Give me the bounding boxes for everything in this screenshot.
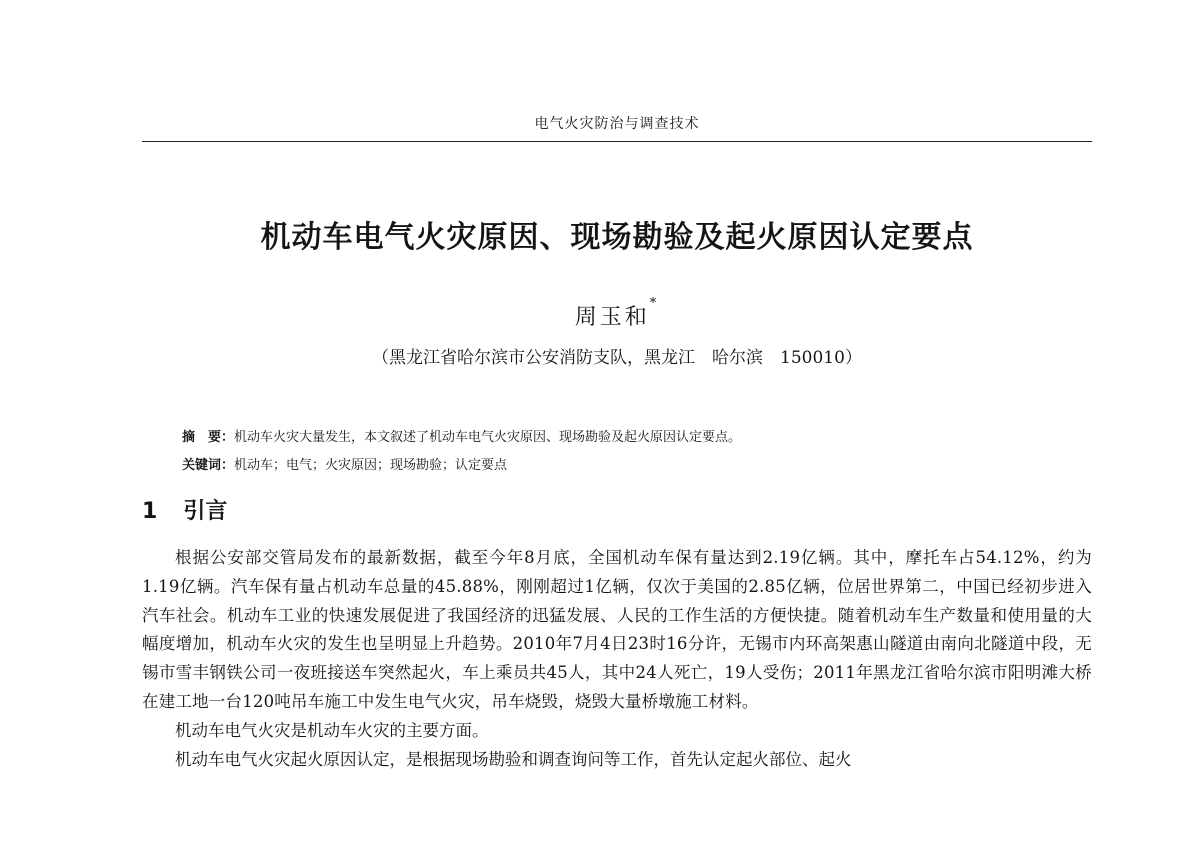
- author-affiliation: （黑龙江省哈尔滨市公安消防支队，黑龙江 哈尔滨 150010）: [372, 348, 862, 368]
- author-name: 周玉和: [574, 305, 650, 330]
- keywords-label: 关键词：: [182, 458, 235, 473]
- keywords-text: 机动车；电气；火灾原因；现场勘验；认定要点: [234, 458, 508, 473]
- body-paragraph: 机动车电气火灾起火原因认定，是根据现场勘验和调查询问等工作，首先认定起火部位、起火: [175, 749, 852, 769]
- section-title: 引言: [183, 499, 228, 524]
- author-footnote-mark: *: [649, 296, 660, 311]
- body-paragraph: 根据公安部交管局发布的最新数据，截至今年8月底，全国机动车保有量达到2.19亿辆。其中，摩托车占54.12%，约为1.19亿辆。汽车保有量占机动车总量的45.88%，刚刚超过1亿辆，仅次于美国的2.85亿辆，位居世界第二，中国已经初步进入汽车社会。机动车工业的快速发展促进了我国经济的迅猛发展、人民的工作生活的方便快捷。随着机动车生产数量和使用量的大幅度增加，机动车火灾的发生也呈明显上升趋势。2010年7月4日23时16分许，无锡市内环高架惠山隧道由南向北隧道中段，无锡市雪丰钢铁公司一夜班接送车突然起火，车上乘员共45人，其中24人死亡，19人受伤；2011年黑龙江省哈尔滨市阳明滩大桥在建工地一台120吨吊车施工中发生电气火灾，吊车烧毁，烧毁大量桥墩施工材料。: [142, 548, 1092, 711]
- abstract-text: 机动车火灾大量发生，本文叙述了机动车电气火灾原因、现场勘验及起火原因认定要点。: [234, 430, 742, 445]
- running-header: 电气火灾防治与调查技术: [534, 116, 700, 132]
- abstract-label: 摘 要：: [182, 430, 235, 445]
- keywords: [182, 454, 1092, 473]
- abstract: [182, 426, 1092, 445]
- article-title: 机动车电气火灾原因、现场勘验及起火原因认定要点: [260, 220, 974, 255]
- header-rule: [142, 141, 1092, 142]
- body-paragraph: 机动车电气火灾是机动车火灾的主要方面。: [175, 720, 489, 740]
- section-body: [142, 544, 1092, 774]
- section-number: 1: [142, 499, 158, 524]
- author-line: [142, 296, 1092, 331]
- section-heading: [142, 494, 227, 525]
